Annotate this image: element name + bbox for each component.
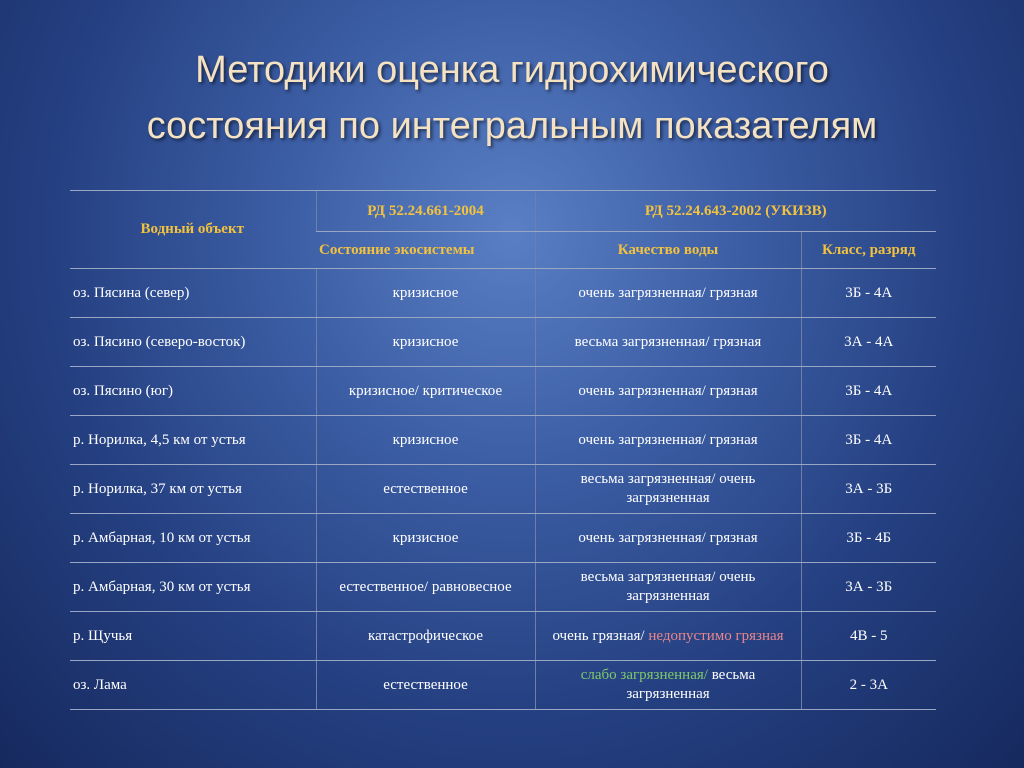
quality-part: весьма загрязненная [626, 667, 756, 702]
table-row [70, 563, 936, 612]
cell-class: 3А - 3Б [801, 465, 936, 514]
cell-quality [535, 612, 801, 661]
cell-class: 3А - 4А [801, 318, 936, 367]
cell-quality: очень загрязненная/ грязная [535, 514, 801, 563]
cell-object: р. Щучья [70, 612, 316, 661]
quality-part: очень грязная/ [552, 627, 649, 644]
cell-class: 3Б - 4А [801, 416, 936, 465]
cell-state: естественное [316, 661, 535, 710]
table-row [70, 416, 936, 465]
methods-table [70, 190, 936, 710]
table-row [70, 514, 936, 563]
cell-class: 3Б - 4Б [801, 514, 936, 563]
cell-quality [535, 661, 801, 710]
table-row [70, 367, 936, 416]
cell-state: кризисное [316, 416, 535, 465]
cell-object: р. Амбарная, 10 км от устья [70, 514, 316, 563]
table-row [70, 269, 936, 318]
header-rd-643: РД 52.24.643-2002 (УКИЗВ) [535, 191, 936, 232]
cell-object: р. Амбарная, 30 км от устья [70, 563, 316, 612]
table-row [70, 465, 936, 514]
quality-part-highlight: недопустимо грязная [648, 627, 784, 644]
table-row [70, 661, 936, 710]
cell-state: кризисное/ критическое [316, 367, 535, 416]
cell-class: 2 - 3А [801, 661, 936, 710]
cell-quality: очень загрязненная/ грязная [535, 416, 801, 465]
cell-state: кризисное [316, 318, 535, 367]
cell-object: р. Норилка, 4,5 км от устья [70, 416, 316, 465]
cell-state: естественное [316, 465, 535, 514]
quality-part-highlight: слабо загрязненная/ [580, 667, 708, 683]
cell-quality: очень загрязненная/ грязная [535, 367, 801, 416]
cell-object: оз. Пясино (северо-восток) [70, 318, 316, 367]
title-line-2: состояния по интегральным показателям [146, 105, 878, 147]
title-line-1: Методики оценка гидрохимического [195, 49, 829, 91]
cell-object: оз. Пясина (север) [70, 269, 316, 318]
header-rd-661: РД 52.24.661-2004 [316, 191, 535, 232]
header-class-rank: Класс, разряд [801, 232, 936, 269]
cell-quality: весьма загрязненная/ грязная [535, 318, 801, 367]
table-row [70, 318, 936, 367]
cell-quality: весьма загрязненная/ очень загрязненная [535, 465, 801, 514]
cell-quality: весьма загрязненная/ очень загрязненная [535, 563, 801, 612]
cell-class: 3Б - 4А [801, 269, 936, 318]
cell-state: кризисное [316, 269, 535, 318]
header-water-object: Водный объект [70, 191, 316, 269]
header-ecosystem-state: Состояние экосистемы [316, 232, 535, 269]
cell-class: 3Б - 4А [801, 367, 936, 416]
cell-state: катастрофическое [316, 612, 535, 661]
cell-class: 4В - 5 [801, 612, 936, 661]
cell-class: 3А - 3Б [801, 563, 936, 612]
table-row [70, 612, 936, 661]
header-row-1 [70, 191, 936, 232]
cell-object: оз. Пясино (юг) [70, 367, 316, 416]
cell-object: р. Норилка, 37 км от устья [70, 465, 316, 514]
cell-quality: очень загрязненная/ грязная [535, 269, 801, 318]
header-water-quality: Качество воды [535, 232, 801, 269]
cell-state: кризисное [316, 514, 535, 563]
cell-object: оз. Лама [70, 661, 316, 710]
cell-state: естественное/ равновесное [316, 563, 535, 612]
slide-title [0, 42, 1024, 154]
